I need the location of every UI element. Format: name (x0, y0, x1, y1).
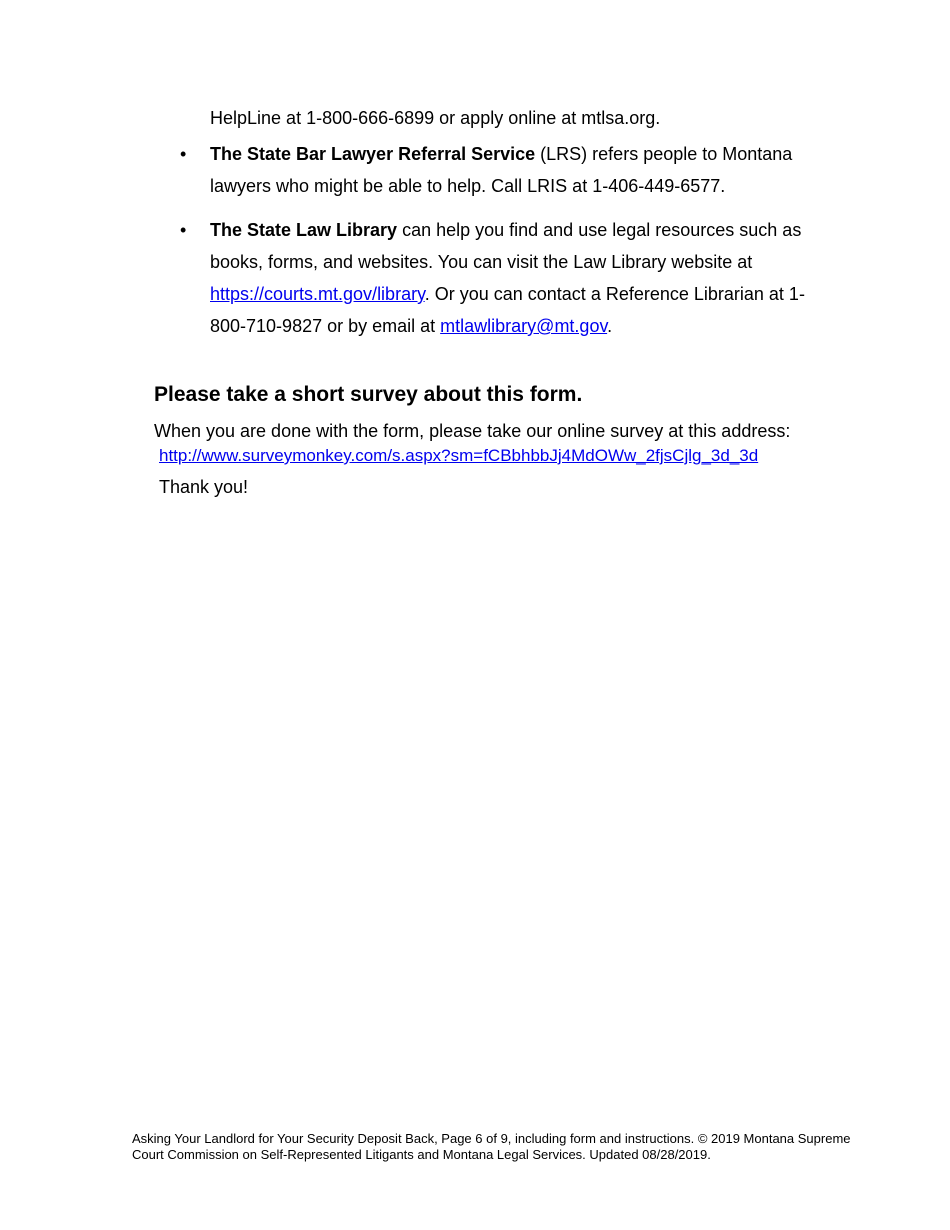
law-library-text-a: can help you find and use legal resources such as books, forms, and websites. You can visit the Law Library website at (210, 220, 802, 272)
thank-you-text: Thank you! (159, 477, 249, 497)
bullet-icon: • (180, 144, 187, 164)
law-library-website-link[interactable]: https://courts.mt.gov/library (210, 284, 425, 304)
list-item-law-library (180, 214, 825, 342)
page-footer: Asking Your Landlord for Your Security Deposit Back, Page 6 of 9, including form and instructions. © 2019 Montana Supreme Court Commission on Self-Represented Litigants and Montana Legal Services. Updated 08/28/2019. (132, 1131, 851, 1162)
survey-intro: When you are done with the form, please take our online survey at this address: (154, 421, 791, 441)
survey-link[interactable]: http://www.surveymonkey.com/s.aspx?sm=fCBbhbbJj4MdOWw_2fjsCjlg_3d_3d (159, 446, 759, 465)
bullet-icon: • (180, 220, 187, 240)
law-library-text-b: . Or you can contact a Reference Librarian at 1-800-710-9827 or by email at (210, 284, 805, 336)
survey-heading: Please take a short survey about this form. (154, 383, 583, 406)
law-library-text-c: . (607, 316, 613, 336)
resource-list (180, 138, 825, 342)
lawyer-referral-text: (LRS) refers people to Montana lawyers who might be able to help. Call LRIS at 1-406-449-6577. (210, 144, 793, 196)
helpline-continuation (210, 105, 660, 131)
law-library-title: The State Law Library (210, 220, 398, 240)
list-item-lawyer-referral (180, 138, 825, 202)
helpline-text: HelpLine at 1-800-666-6899 or apply online at mtlsa.org. (210, 108, 661, 128)
law-library-email-link[interactable]: mtlawlibrary@mt.gov (440, 316, 608, 336)
lawyer-referral-title: The State Bar Lawyer Referral Service (210, 144, 536, 164)
